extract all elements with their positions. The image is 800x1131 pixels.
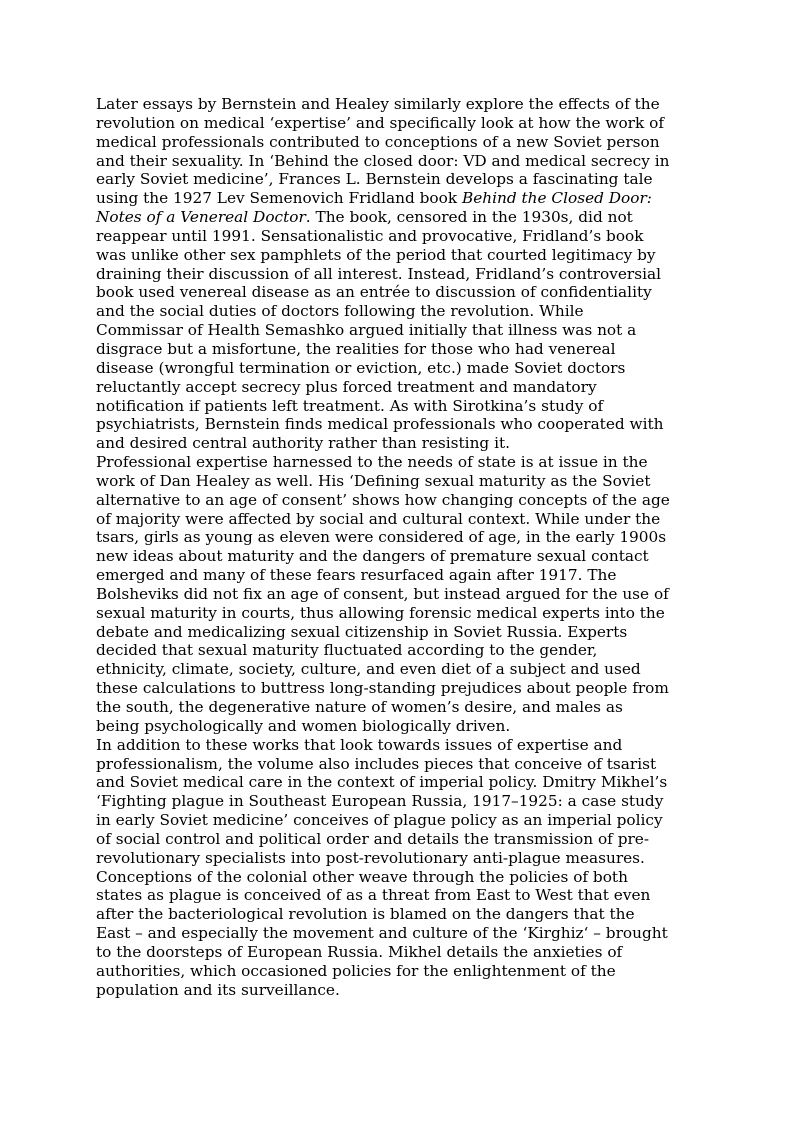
paragraph-2 (96, 453, 716, 736)
book-title-italic: Notes of a Venereal Doctor (96, 208, 306, 227)
text-line: and the social duties of doctors following the revolution. While (96, 302, 584, 321)
text-line: and their sexuality. In ‘Behind the closed door: VD and medical secrecy in (96, 151, 670, 170)
text-line: was unlike other sex pamphlets of the period that courted legitimacy by (96, 245, 656, 264)
text-run: . The book, censored in the 1930s, did not (305, 208, 633, 227)
paragraph-3 (96, 736, 716, 1000)
text-line: psychiatrists, Bernstein finds medical professionals who cooperated with (96, 415, 664, 434)
text-line: disease (wrongful termination or eviction, etc.) made Soviet doctors (96, 358, 626, 377)
text-line: of social control and political order and details the transmission of pre- (96, 829, 650, 848)
text-line: of majority were affected by social and cultural context. While under the (96, 509, 661, 528)
text-line: after the bacteriological revolution is blamed on the dangers that the (96, 905, 635, 924)
text-line: early Soviet medicine’, Frances L. Bernstein develops a fascinating tale (96, 170, 653, 189)
book-title-italic: Behind the Closed Door: (461, 189, 652, 208)
text-line: alternative to an age of consent’ shows how changing concepts of the age (96, 490, 670, 509)
text-line: reappear until 1991. Sensationalistic and provocative, Fridland’s book (96, 226, 644, 245)
text-line: sexual maturity in courts, thus allowing forensic medical experts into the (96, 603, 665, 622)
text-line: states as plague is conceived of as a threat from East to West that even (96, 886, 651, 905)
text-line: Commissar of Health Semashko argued initially that illness was not a (96, 321, 637, 340)
text-line: professionalism, the volume also includes pieces that conceive of tsarist (96, 754, 657, 773)
text-line: reluctantly accept secrecy plus forced treatment and mandatory (96, 377, 597, 396)
text-line: and desired central authority rather than resisting it. (96, 434, 510, 453)
text-line: Professional expertise harnessed to the needs of state is at issue in the (96, 453, 648, 472)
text-line: emerged and many of these fears resurfaced again after 1917. The (96, 566, 617, 585)
text-line (96, 189, 716, 208)
text-line: authorities, which occasioned policies for the enlightenment of the (96, 961, 616, 980)
text-line: and Soviet medical care in the context of imperial policy. Dmitry Mikhel’s (96, 773, 668, 792)
text-line (96, 208, 716, 227)
text-line: work of Dan Healey as well. His ‘Defining sexual maturity as the Soviet (96, 471, 651, 490)
text-line: Later essays by Bernstein and Healey similarly explore the effects of the (96, 95, 660, 113)
text-line: debate and medicalizing sexual citizenship in Soviet Russia. Experts (96, 622, 628, 641)
text-line: draining their discussion of all interest. Instead, Fridland’s controversial (96, 264, 661, 283)
text-line: East – and especially the movement and culture of the ‘Kirghiz‘ – brought (96, 924, 668, 943)
text-line: population and its surveillance. (96, 980, 340, 999)
document-body (96, 95, 716, 1000)
text-line: in early Soviet medicine’ conceives of plague policy as an imperial policy (96, 811, 663, 830)
text-line: revolution on medical ‘expertise’ and specifically look at how the work of (96, 113, 664, 132)
text-line: ‘Fighting plague in Southeast European Russia, 1917–1925: a case study (96, 792, 664, 811)
text-line: Bolsheviks did not fix an age of consent, but instead argued for the use of (96, 584, 669, 603)
text-line: book used venereal disease as an entrée to discussion of confidentiality (96, 283, 652, 302)
text-line: tsars, girls as young as eleven were considered of age, in the early 1900s (96, 528, 667, 547)
text-line: being psychologically and women biologically driven. (96, 716, 511, 735)
text-line: disgrace but a misfortune, the realities for those who had venereal (96, 339, 616, 358)
text-line: these calculations to buttress long-standing prejudices about people from (96, 679, 669, 698)
text-line: medical professionals contributed to conceptions of a new Soviet person (96, 132, 660, 151)
text-line: new ideas about maturity and the dangers of premature sexual contact (96, 547, 649, 566)
text-run: using the 1927 Lev Semenovich Fridland book (96, 189, 462, 208)
text-line: the south, the degenerative nature of women’s desire, and males as (96, 698, 623, 716)
text-line: decided that sexual maturity fluctuated according to the gender, (96, 641, 598, 660)
text-line: revolutionary specialists into post-revolutionary anti-plague measures. (96, 848, 645, 867)
text-line: ethnicity, climate, society, culture, and even diet of a subject and used (96, 660, 641, 679)
text-line: Conceptions of the colonial other weave through the policies of both (96, 867, 628, 886)
paragraph-1 (96, 95, 716, 453)
text-line: In addition to these works that look towards issues of expertise and (96, 735, 623, 754)
text-line: notification if patients left treatment. As with Sirotkina’s study of (96, 396, 604, 415)
text-line: to the doorsteps of European Russia. Mikhel details the anxieties of (96, 942, 623, 961)
